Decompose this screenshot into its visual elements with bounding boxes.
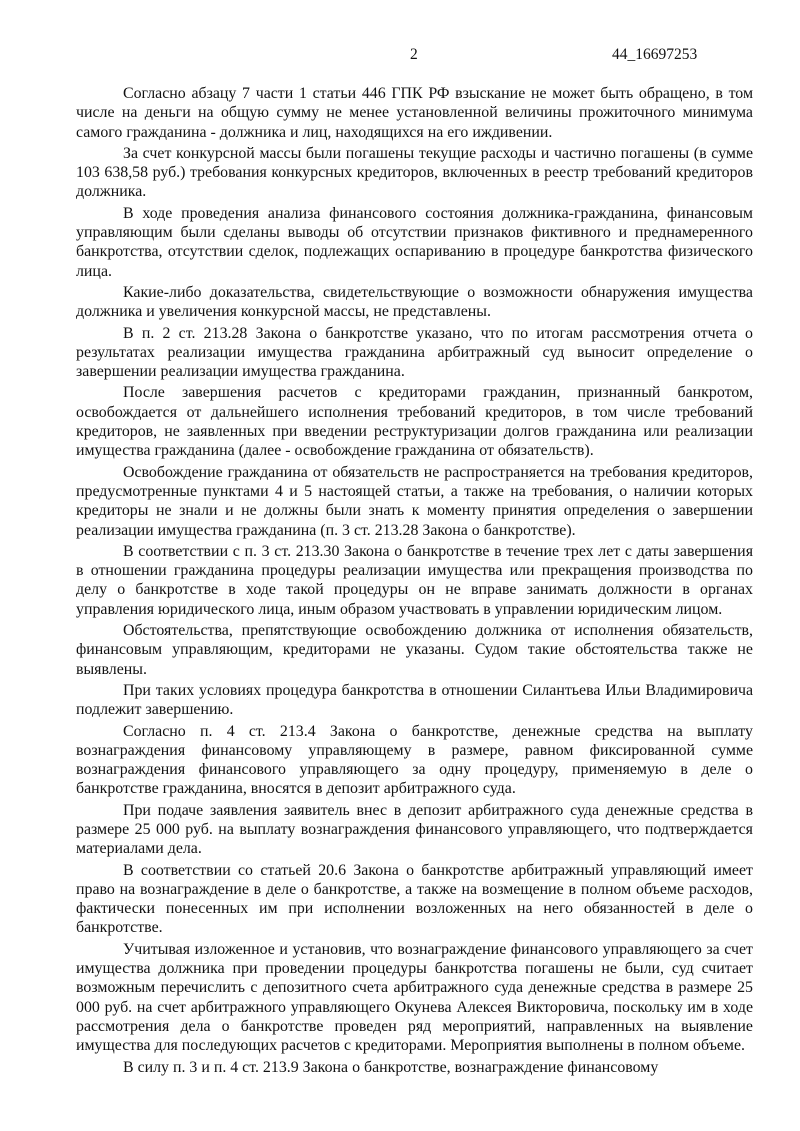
paragraph: После завершения расчетов с кредиторами гражданин, признанный банкротом, освобождается от дальнейшего исполнения требований кредиторов, в том числе требований кредиторов, не заявленных при введении реструктуризации долгов гражданина или реализации имущества гражданина (далее - освобождение гражданина от обязательств). (76, 384, 753, 460)
document-body (76, 84, 753, 1079)
paragraph: Учитывая изложенное и установив, что вознаграждение финансового управляющего за счет имущества должника при проведении процедуры банкротства погашены не были, суд считает возможным перечислить с депозитного счета арбитражного суда денежные средства в размере 25 000 руб. на счет арбитражного управляющего Окунева Алексея Викторовича, поскольку им в ходе рассмотрения дела о банкротстве проведен ряд мероприятий, направленных на выявление имущества для последующих расчетов с кредиторами. Мероприятия выполнены в полном объеме. (76, 940, 753, 1055)
paragraph: Обстоятельства, препятствующие освобождению должника от исполнения обязательств, финансовым управляющим, кредиторами не указаны. Судом такие обстоятельства также не выявлены. (76, 622, 753, 678)
paragraph: Согласно абзацу 7 части 1 статьи 446 ГПК РФ взыскание не может быть обращено, в том числе на деньги на общую сумму не менее установленной величины прожиточного минимума самого гражданина - должника и лиц, находящихся на его иждивении. (76, 85, 753, 141)
paragraph: Какие-либо доказательства, свидетельствующие о возможности обнаружения имущества должника и увеличения конкурсной массы, не представлены. (76, 283, 753, 321)
paragraph: В соответствии со статьей 20.6 Закона о банкротстве арбитражный управляющий имеет право на вознаграждение в деле о банкротстве, а также на возмещение в полном объеме расходов, фактически понесенных им при исполнении возложенных на него обязанностей в деле о банкротстве. (76, 861, 753, 937)
paragraph: При подаче заявления заявитель внес в депозит арбитражного суда денежные средства в размере 25 000 руб. на выплату вознаграждения финансового управляющего, что подтверждается материалами дела. (76, 801, 753, 858)
paragraph: Освобождение гражданина от обязательств не распространяется на требования кредиторов, предусмотренные пунктами 4 и 5 настоящей статьи, а также на требования, о наличии которых кредиторы не знали и не должны были знать к моменту принятия определения о завершении реализации имущества гражданина (п. 3 ст. 213.28 Закона о банкротстве). (76, 463, 753, 539)
paragraph: За счет конкурсной массы были погашены текущие расходы и частично погашены (в сумме 103 638,58 руб.) требования конкурсных кредиторов, включенных в реестр требований кредиторов должника. (76, 144, 753, 201)
paragraph: В соответствии с п. 3 ст. 213.30 Закона о банкротстве в течение трех лет с даты завершения в отношении гражданина процедуры реализации имущества или прекращения производства по делу о банкротстве в ходе такой процедуры он не вправе занимать должности в органах управления юридического лица, иным образом участвовать в управлении юридическим лицом. (76, 542, 753, 618)
paragraph: В п. 2 ст. 213.28 Закона о банкротстве указано, что по итогам рассмотрения отчета о результатах реализации имущества гражданина арбитражный суд выносит определение о завершении реализации имущества гражданина. (76, 324, 753, 381)
document-id: 44_16697253 (612, 46, 698, 63)
paragraph: В силу п. 3 и п. 4 ст. 213.9 Закона о банкротстве, вознаграждение финансовому (123, 1058, 659, 1076)
paragraph: Согласно п. 4 ст. 213.4 Закона о банкротстве, денежные средства на выплату вознаграждения финансовому управляющему в размере, равном фиксированной сумме вознаграждения финансового управляющего за одну процедуру, применяемую в деле о банкротстве гражданина, вносятся в депозит арбитражного суда. (76, 722, 753, 798)
paragraph: При таких условиях процедура банкротства в отношении Силантьева Ильи Владимировича подлежит завершению. (76, 681, 753, 719)
page-number: 2 (410, 46, 418, 63)
page-header (0, 46, 800, 68)
paragraph: В ходе проведения анализа финансового состояния должника-гражданина, финансовым управляющим были сделаны выводы об отсутствии признаков фиктивного и преднамеренного банкротства, отсутствии сделок, подлежащих оспариванию в процедуре банкротства физического лица. (76, 204, 753, 280)
